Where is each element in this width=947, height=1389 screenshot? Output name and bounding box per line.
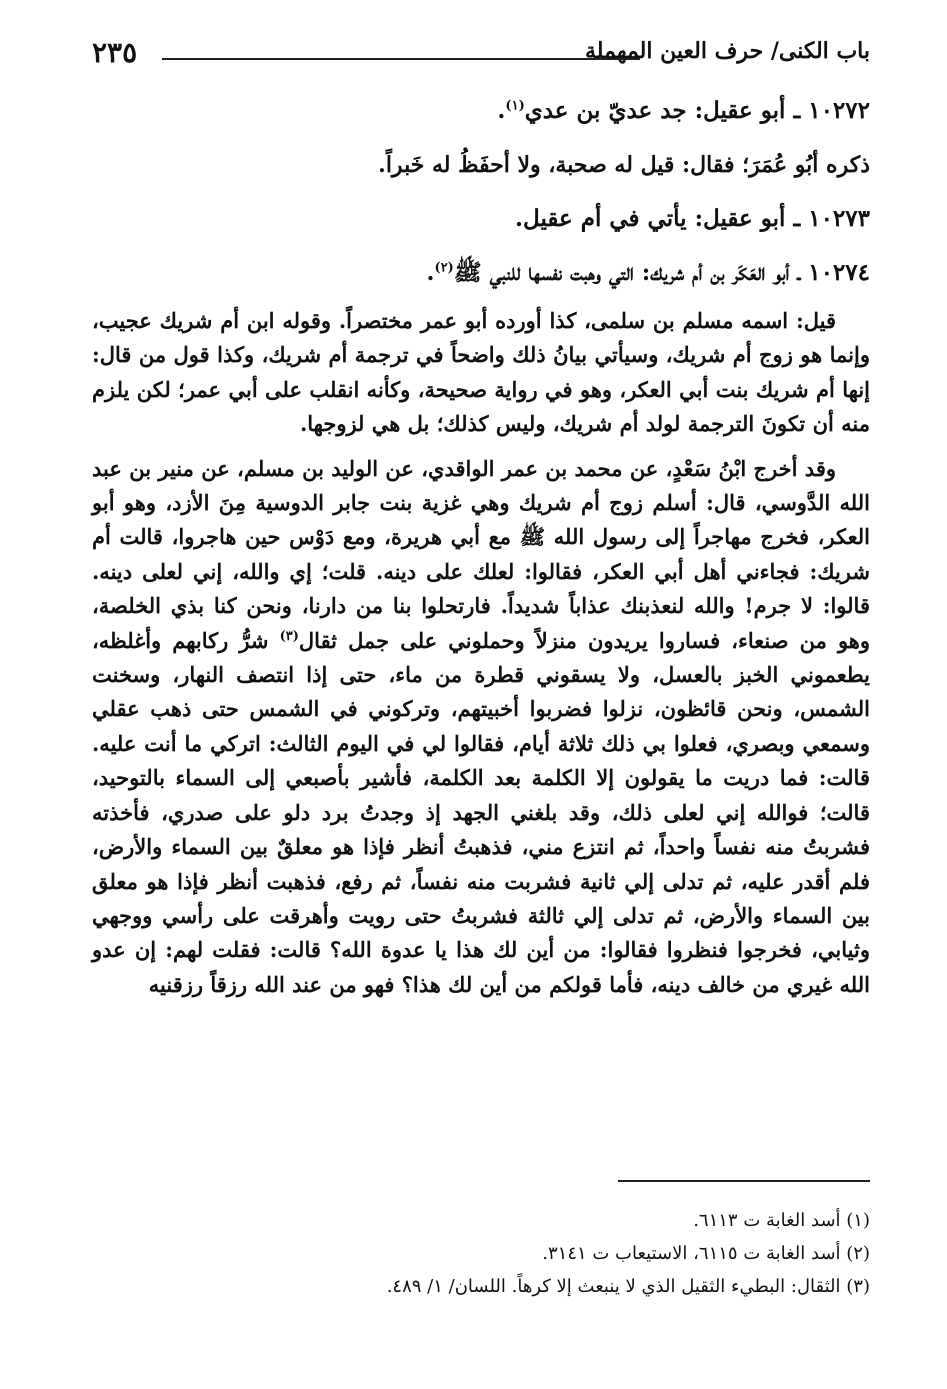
- running-title: باب الكنى/ حرف العين المهملة: [585, 38, 870, 64]
- entry-10272: [92, 84, 870, 138]
- entry-number: ١٠٢٧٤ ـ: [797, 259, 870, 286]
- footnotes: [92, 1204, 870, 1303]
- entry-label: أبو العَكَر بن أم شريك:: [641, 259, 790, 286]
- page-header: [92, 36, 870, 76]
- footnote-1: (١) أسد الغابة ت ٦١١٣.: [693, 1210, 870, 1231]
- entry-text: جد عديّ بن عدي: [524, 97, 687, 124]
- page-number: ٢٣٥: [92, 36, 138, 69]
- paragraph-text: وقد أخرج ابْنُ سَعْدٍ، عن محمد بن عمر الواقدي، عن الوليد بن مسلم، عن منير بن عبد الله الدَّوسي، قال: أسلم زوج أم شريك وهي غزية بنت جابر الدوسية مِنَ الأزد، وهو أبو العكر، فخرج مهاجراً إلى رسول الله ﷺ مع أبي هريرة، ومع دَوْس حين هاجروا، قالت أم شريك: فجاءني أهل أبي العكر، فقالوا: لعلك على دينه. قلت؛ إي والله، إني لعلى دينه. قالوا: لا جرم! والله لنعذبنك عذاباً شديداً. فارتحلوا بنا من دارنا، ونحن كنا بذي الخلصة، وهو من صنعاء، فساروا يريدون منزلاً وحملوني على جمل ثقال: [92, 455, 871, 653]
- body-paragraph: [92, 452, 870, 1003]
- entry-number: ١٠٢٧٢ ـ: [793, 97, 870, 124]
- footnote-3: (٣) الثقال: البطيء الثقيل الذي لا ينبعث إلا كرهاً. اللسان/ ١/ ٤٨٩.: [386, 1276, 870, 1297]
- page-body: [92, 84, 870, 1008]
- paragraph-text: قيل: اسمه مسلم بن سلمى، كذا أورده أبو عمر مختصراً. وقوله ابن أم شريك عجيب، وإنما هو زوج أم شريك، وسيأتي بيانُ ذلك واضحاً في ترجمة أم شريك، وكذا قول من قال: إنها أم شريك بنت أبي العكر، وهو في رواية صحيحة، وكأنه انقلب على أبي عمر؛ لكن يلزم منه أن تكونَ الترجمة لولد أم شريك، وليس كذلك؛ بل هي لزوجها.: [92, 308, 870, 437]
- entry-10274: [92, 246, 870, 300]
- header-rule: [162, 58, 640, 60]
- entry-number: ١٠٢٧٣ ـ: [793, 205, 870, 232]
- entry-comment: ذكره أبُو عُمَرَ؛ فقال: قيل له صحبة، ولا أحفَظُ له خَبراً.: [378, 152, 870, 178]
- entry-label: أبو عقيل:: [694, 205, 786, 232]
- entry-text: التي وهبت نفسها للنبي ﷺ: [453, 259, 634, 286]
- entry-end: .: [497, 97, 506, 124]
- entry-end: .: [426, 259, 435, 286]
- footnote-ref: (٣): [279, 628, 299, 644]
- body-paragraph: [92, 304, 870, 442]
- paragraph-text: شرُّ ركابهم وأغلظه، يطعموني الخبز بالعسل، ولا يسقوني قطرة من ماء، حتى إذا انتصف النهار، وسخنت الشمس، ونحن قائظون، نزلوا فضربوا أخبيتهم، وتركوني في الشمس حتى ذهب عقلي وسمعي وبصري، فعلوا بي ذلك ثلاثة أيام، فقالوا لي في اليوم الثالث: اتركي ما أنت عليه. قالت: فما دريت ما يقولون إلا الكلمة بعد الكلمة، فأشير بأصبعي إلى السماء بالتوحيد، قالت؛ فوالله إني لعلى ذلك، وقد بلغني الجهد إذ وجدتُ برد دلو على صدري، فأخذته فشربتُ منه نفساً واحداً، ثم انتزع مني، فذهبتُ أنظر فإذا هو معلقٌ بين السماء والأرض، فلم أقدر عليه، ثم تدلى إلي ثانية فشربت منه نفساً، ثم رفع، فذهبت أنظر فإذا هو معلق بين السماء والأرض، ثم تدلى إلي ثالثة فشربتُ حتى رويت وأهرقت على رأسي ووجهي وثيابي، فخرجوا فنظروا فقالوا: من أين لك هذا يا عدوة الله؟ قالت: فقلت لهم: إن عدو الله غيري من خالف دينه، فأما قولكم من أين لك هذا؟ فهو من عند الله رزقاً رزقنيه: [92, 627, 870, 997]
- entry-text: يأتي في أم عقيل.: [515, 205, 687, 232]
- entry-10273: [92, 192, 870, 246]
- footnote-separator: [618, 1180, 870, 1182]
- footnote-ref: (٢): [434, 260, 454, 276]
- footnote-ref: (١): [505, 98, 525, 114]
- footnote-2: (٢) أسد الغابة ت ٦١١٥، الاستيعاب ت ٣١٤١.: [542, 1243, 870, 1264]
- entry-label: أبو عقيل:: [694, 97, 786, 124]
